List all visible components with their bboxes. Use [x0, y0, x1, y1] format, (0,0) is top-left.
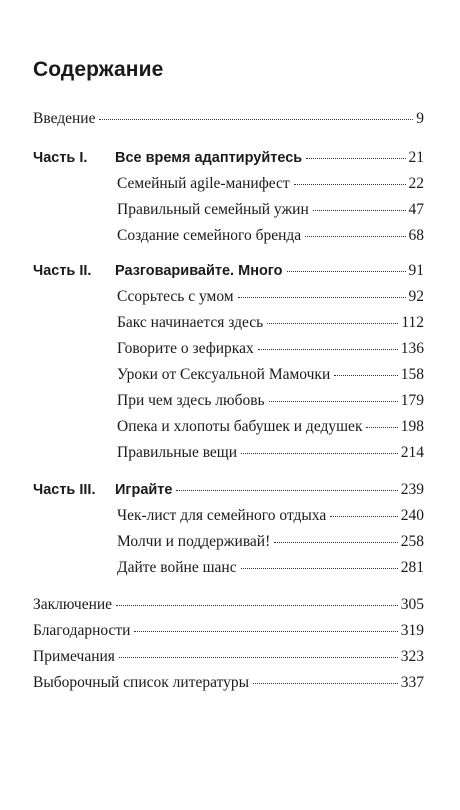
- dot-leader: [253, 683, 398, 684]
- entry-page: 179: [400, 392, 424, 409]
- dot-leader: [313, 210, 406, 211]
- entry-page: 240: [400, 507, 424, 524]
- entry-title: Правильный семейный ужин: [117, 201, 309, 218]
- entry-title: Примечания: [33, 648, 115, 665]
- part-number: Часть III.: [33, 482, 96, 498]
- toc-chapter: [117, 314, 424, 334]
- entry-title: Семейный agile-манифест: [117, 175, 290, 192]
- toc-chapter: [117, 559, 424, 579]
- part-title: Разговаривайте. Много: [115, 263, 283, 279]
- toc-chapter: [117, 340, 424, 360]
- dot-leader: [366, 427, 397, 428]
- entry-title: Ссорьтесь с умом: [117, 288, 234, 305]
- part-title: Играйте: [115, 482, 173, 498]
- toc-entry-notes: [33, 648, 424, 668]
- entry-page: 112: [401, 314, 424, 331]
- dot-leader: [306, 158, 405, 159]
- toc-entry-conclusion: [33, 596, 424, 616]
- toc-chapter: [117, 175, 424, 195]
- entry-page: 22: [408, 175, 424, 192]
- dot-leader: [294, 184, 406, 185]
- entry-page: 281: [400, 559, 424, 576]
- entry-page: 91: [408, 262, 424, 279]
- dot-leader: [241, 453, 398, 454]
- toc-chapter: [117, 418, 424, 438]
- part-number: Часть I.: [33, 150, 88, 166]
- entry-title: Бакс начинается здесь: [117, 314, 264, 331]
- toc-chapter: [117, 533, 424, 553]
- toc-chapter: [117, 288, 424, 308]
- entry-page: 305: [400, 596, 424, 613]
- toc-chapter: [117, 201, 424, 221]
- part-number: Часть II.: [33, 263, 92, 279]
- toc-entry-intro: [33, 110, 424, 130]
- entry-title: Дайте войне шанс: [117, 559, 237, 576]
- dot-leader: [116, 605, 398, 606]
- entry-title: Уроки от Сексуальной Мамочки: [117, 366, 331, 383]
- toc-entry-acknowledgements: [33, 622, 424, 642]
- part-heading: [33, 482, 172, 498]
- dot-leader: [134, 631, 397, 632]
- toc-chapter: [117, 392, 424, 412]
- toc-part-1: [33, 149, 424, 169]
- dot-leader: [238, 297, 406, 298]
- dot-leader: [274, 542, 397, 543]
- dot-leader: [269, 401, 398, 402]
- entry-page: 323: [400, 648, 424, 665]
- entry-title: Говорите о зефирках: [117, 340, 254, 357]
- entry-page: 337: [400, 674, 424, 691]
- dot-leader: [334, 375, 397, 376]
- entry-page: 258: [400, 533, 424, 550]
- dot-leader: [176, 490, 397, 491]
- dot-leader: [330, 516, 398, 517]
- entry-title: Правильные вещи: [117, 444, 238, 461]
- entry-page: 319: [400, 622, 424, 639]
- toc-chapter: [117, 444, 424, 464]
- entry-title: Опека и хлопоты бабушек и дедушек: [117, 418, 363, 435]
- toc-part-2: [33, 262, 424, 282]
- toc-chapter: [117, 366, 424, 386]
- entry-page: 136: [400, 340, 424, 357]
- entry-page: 68: [408, 227, 424, 244]
- entry-title: Выборочный список литературы: [33, 674, 250, 691]
- dot-leader: [267, 323, 398, 324]
- toc-chapter: [117, 507, 424, 527]
- page-title: Содержание: [33, 58, 164, 81]
- entry-page: 214: [400, 444, 424, 461]
- entry-page: 9: [416, 110, 424, 127]
- part-heading: [33, 263, 283, 279]
- entry-title: Молчи и поддерживай!: [117, 533, 271, 550]
- dot-leader: [119, 657, 398, 658]
- entry-title: Благодарности: [33, 622, 131, 639]
- entry-page: 198: [400, 418, 424, 435]
- entry-page: 47: [408, 201, 424, 218]
- entry-page: 21: [408, 149, 424, 166]
- entry-title: Заключение: [33, 596, 113, 613]
- toc-entry-bibliography: [33, 674, 424, 694]
- entry-title: Чек-лист для семейного отдыха: [117, 507, 327, 524]
- dot-leader: [241, 568, 398, 569]
- part-heading: [33, 150, 302, 166]
- dot-leader: [258, 349, 398, 350]
- part-title: Все время адаптируйтесь: [115, 150, 303, 166]
- entry-title: При чем здесь любовь: [117, 392, 265, 409]
- toc-part-3: [33, 481, 424, 501]
- dot-leader: [287, 271, 406, 272]
- dot-leader: [305, 236, 405, 237]
- entry-page: 92: [408, 288, 424, 305]
- entry-page: 158: [400, 366, 424, 383]
- toc-chapter: [117, 227, 424, 247]
- dot-leader: [99, 119, 413, 120]
- entry-title: Создание семейного бренда: [117, 227, 302, 244]
- entry-page: 239: [400, 481, 424, 498]
- entry-title: Введение: [33, 110, 96, 127]
